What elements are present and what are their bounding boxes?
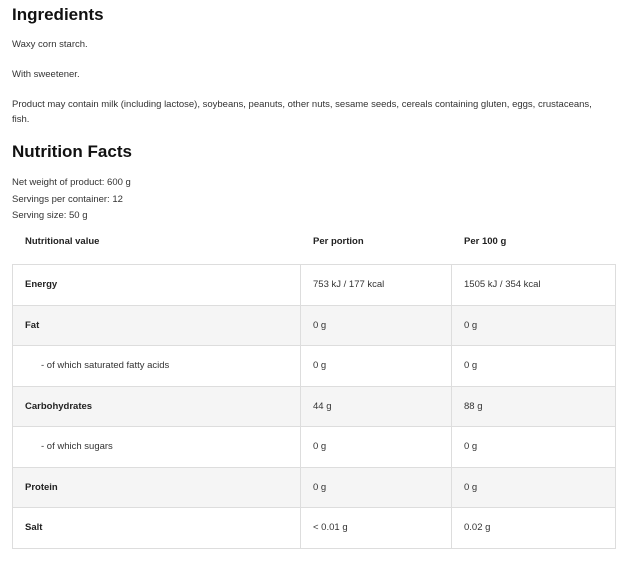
row-label: Salt <box>13 508 301 549</box>
header-per-100g: Per 100 g <box>464 236 507 247</box>
per-portion-value: 0 g <box>301 346 452 387</box>
ingredient-line: With sweetener. <box>12 69 80 80</box>
table-row <box>13 346 616 387</box>
ingredient-line: Waxy corn starch. <box>12 39 88 50</box>
nutrition-table-header <box>12 236 614 254</box>
per-portion-value: 0 g <box>301 467 452 508</box>
ingredients-heading: Ingredients <box>12 5 104 24</box>
net-weight: Net weight of product: 600 g <box>12 177 131 188</box>
header-nutritional-value: Nutritional value <box>25 236 100 247</box>
per-100g-value: 0 g <box>452 467 616 508</box>
row-label: Fat <box>13 305 301 346</box>
nutrition-meta <box>12 175 131 225</box>
servings-per-container: Servings per container: 12 <box>12 193 123 205</box>
table-row <box>13 467 616 508</box>
table-row <box>13 508 616 549</box>
table-row <box>13 305 616 346</box>
row-label: Protein <box>13 467 301 508</box>
row-label: - of which sugars <box>13 427 301 468</box>
row-label: Energy <box>13 265 301 306</box>
nutrition-facts-heading: Nutrition Facts <box>12 142 132 161</box>
per-portion-value: < 0.01 g <box>301 508 452 549</box>
nutrition-table <box>12 264 616 549</box>
per-100g-value: 0 g <box>452 305 616 346</box>
allergen-warning: Product may contain milk (including lactose), soybeans, peanuts, other nuts, sesame seeds, cereals containing gluten, eggs, crustaceans, fish. <box>12 99 592 125</box>
per-100g-value: 88 g <box>452 386 616 427</box>
table-row <box>13 427 616 468</box>
serving-size: Serving size: 50 g <box>12 210 88 221</box>
per-100g-value: 1505 kJ / 354 kcal <box>452 265 616 306</box>
per-100g-value: 0 g <box>452 427 616 468</box>
per-portion-value: 0 g <box>301 427 452 468</box>
table-row <box>13 386 616 427</box>
row-label: - of which saturated fatty acids <box>13 346 301 387</box>
per-portion-value: 44 g <box>301 386 452 427</box>
per-100g-value: 0 g <box>452 346 616 387</box>
header-per-portion: Per portion <box>313 236 364 247</box>
per-portion-value: 753 kJ / 177 kcal <box>301 265 452 306</box>
table-row <box>13 265 616 306</box>
per-portion-value: 0 g <box>301 305 452 346</box>
per-100g-value: 0.02 g <box>452 508 616 549</box>
row-label: Carbohydrates <box>13 386 301 427</box>
